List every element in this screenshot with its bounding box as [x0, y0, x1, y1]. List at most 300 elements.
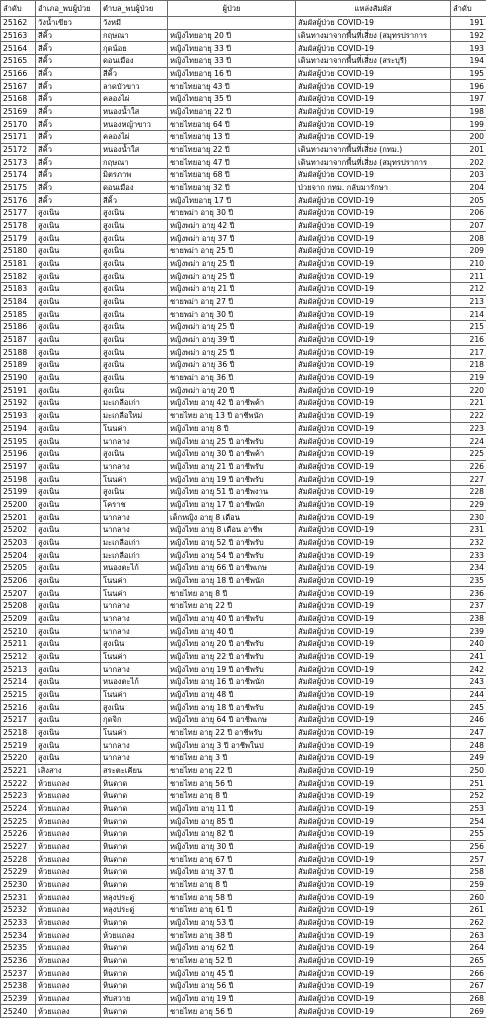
cell-sequence: 251 — [451, 777, 486, 790]
cell-subdistrict: วังหมี — [101, 17, 168, 30]
cell-district: สีคิ้ว — [36, 80, 101, 93]
cell-district: สูงเนิน — [36, 675, 101, 688]
cell-case-no: 25185 — [1, 308, 36, 321]
cell-district: ห้วยแถลง — [36, 954, 101, 967]
table-row — [1, 561, 486, 574]
table-row — [1, 397, 486, 410]
cell-exposure-source: สัมผัสผู้ป่วย COVID-19 — [296, 828, 451, 841]
cell-patient: หญิงไทย อายุ 3 ปี อาชีพในป — [168, 739, 296, 752]
cell-exposure-source: สัมผัสผู้ป่วย COVID-19 — [296, 523, 451, 536]
table-row — [1, 473, 486, 486]
cell-sequence: 227 — [451, 473, 486, 486]
cell-case-no: 25194 — [1, 422, 36, 435]
table-row — [1, 131, 486, 144]
cell-subdistrict: สูงเนิน — [101, 308, 168, 321]
cell-district: ห้วยแถลง — [36, 866, 101, 879]
cell-sequence: 199 — [451, 118, 486, 131]
cell-district: สีคิ้ว — [36, 131, 101, 144]
cell-patient: ชายไทย อายุ 8 ปี — [168, 878, 296, 891]
cell-case-no: 25171 — [1, 131, 36, 144]
cell-subdistrict: มิตรภาพ — [101, 169, 168, 182]
cell-sequence: 246 — [451, 713, 486, 726]
cell-district: สูงเนิน — [36, 663, 101, 676]
cell-case-no: 25198 — [1, 473, 36, 486]
cell-case-no: 25190 — [1, 371, 36, 384]
cell-subdistrict: สระตะเคียน — [101, 764, 168, 777]
cell-case-no: 25183 — [1, 283, 36, 296]
table-row — [1, 105, 486, 118]
cell-district: สีคิ้ว — [36, 143, 101, 156]
cell-sequence: 216 — [451, 333, 486, 346]
cell-case-no: 25203 — [1, 536, 36, 549]
cell-subdistrict: หินดาด — [101, 802, 168, 815]
cell-sequence: 204 — [451, 181, 486, 194]
cell-subdistrict: หนองน้ำใส — [101, 143, 168, 156]
table-row — [1, 523, 486, 536]
cell-patient: หญิงไทย อายุ 18 ปี อาชีพนัก — [168, 574, 296, 587]
cell-sequence: 201 — [451, 143, 486, 156]
table-row — [1, 549, 486, 562]
cell-subdistrict: มะเกลือเก่า — [101, 549, 168, 562]
cell-exposure-source: สัมผัสผู้ป่วย COVID-19 — [296, 866, 451, 879]
cell-district: ห้วยแถลง — [36, 992, 101, 1005]
cell-subdistrict: โนนค่า — [101, 688, 168, 701]
cell-patient: หญิงพม่า อายุ 25 ปี — [168, 321, 296, 334]
cell-case-no: 25182 — [1, 270, 36, 283]
cell-exposure-source: สัมผัสผู้ป่วย COVID-19 — [296, 371, 451, 384]
cell-patient: หญิงไทยอายุ 33 ปี — [168, 42, 296, 55]
cell-subdistrict: กฤษณา — [101, 156, 168, 169]
cell-case-no: 25238 — [1, 980, 36, 993]
table-row — [1, 992, 486, 1005]
cell-exposure-source: สัมผัสผู้ป่วย COVID-19 — [296, 587, 451, 600]
cell-district: สีคิ้ว — [36, 29, 101, 42]
cell-case-no: 25196 — [1, 447, 36, 460]
cell-district: สูงเนิน — [36, 688, 101, 701]
cell-district: สูงเนิน — [36, 422, 101, 435]
cell-exposure-source: เดินทางมาจากพื้นที่เสี่ยง (สมุทรปราการ — [296, 29, 451, 42]
cell-patient: หญิงไทยอายุ 16 ปี — [168, 67, 296, 80]
cell-exposure-source: สัมผัสผู้ป่วย COVID-19 — [296, 422, 451, 435]
cell-patient: หญิงไทย อายุ 8 ปี — [168, 422, 296, 435]
cell-case-no: 25211 — [1, 637, 36, 650]
cell-subdistrict: นากลาง — [101, 625, 168, 638]
table-row — [1, 498, 486, 511]
cell-sequence: 245 — [451, 701, 486, 714]
cell-subdistrict: หินดาด — [101, 853, 168, 866]
cell-sequence: 230 — [451, 511, 486, 524]
cell-sequence: 228 — [451, 485, 486, 498]
cell-sequence: 203 — [451, 169, 486, 182]
cell-exposure-source: สัมผัสผู้ป่วย COVID-19 — [296, 992, 451, 1005]
cell-exposure-source: เดินทางมาจากพื้นที่เสี่ยง (กทม.) — [296, 143, 451, 156]
cell-subdistrict: สูงเนิน — [101, 232, 168, 245]
cell-sequence: 225 — [451, 447, 486, 460]
cell-exposure-source: สัมผัสผู้ป่วย COVID-19 — [296, 536, 451, 549]
cell-sequence: 210 — [451, 257, 486, 270]
table-row — [1, 422, 486, 435]
cell-patient: ชายพม่า อายุ 27 ปี — [168, 295, 296, 308]
cell-subdistrict: โนนค่า — [101, 574, 168, 587]
cell-exposure-source: สัมผัสผู้ป่วย COVID-19 — [296, 295, 451, 308]
cell-case-no: 25193 — [1, 409, 36, 422]
table-row — [1, 118, 486, 131]
table-row — [1, 219, 486, 232]
cell-patient: ชายไทย อายุ 56 ปี — [168, 777, 296, 790]
cell-subdistrict: หินดาด — [101, 777, 168, 790]
cell-district: สูงเนิน — [36, 295, 101, 308]
cell-case-no: 25234 — [1, 929, 36, 942]
table-row — [1, 511, 486, 524]
cell-subdistrict: สูงเนิน — [101, 701, 168, 714]
cell-exposure-source: สัมผัสผู้ป่วย COVID-19 — [296, 283, 451, 296]
cell-exposure-source: สัมผัสผู้ป่วย COVID-19 — [296, 701, 451, 714]
cell-exposure-source: สัมผัสผู้ป่วย COVID-19 — [296, 561, 451, 574]
cell-subdistrict: สูงเนิน — [101, 219, 168, 232]
cell-case-no: 25235 — [1, 942, 36, 955]
cell-district: สูงเนิน — [36, 270, 101, 283]
cell-case-no: 25189 — [1, 359, 36, 372]
cell-district: ห้วยแถลง — [36, 802, 101, 815]
cell-sequence: 257 — [451, 853, 486, 866]
cell-patient: ชายไทย อายุ 8 ปี — [168, 789, 296, 802]
cell-district: สูงเนิน — [36, 384, 101, 397]
cell-exposure-source: สัมผัสผู้ป่วย COVID-19 — [296, 397, 451, 410]
cell-sequence: 193 — [451, 42, 486, 55]
cell-patient: หญิงไทย อายุ 17 ปี อาชีพนัก — [168, 498, 296, 511]
table-row — [1, 346, 486, 359]
header-exposure-source: แหล่งสัมผัส — [296, 1, 451, 17]
cell-patient: หญิงไทย อายุ 66 ปี อาชีพเกษ — [168, 561, 296, 574]
cell-sequence: 209 — [451, 245, 486, 258]
cell-district: สูงเนิน — [36, 283, 101, 296]
cell-subdistrict: โนนค่า — [101, 587, 168, 600]
cell-district: สีคิ้ว — [36, 169, 101, 182]
cell-exposure-source: สัมผัสผู้ป่วย COVID-19 — [296, 498, 451, 511]
cell-district: สูงเนิน — [36, 308, 101, 321]
cell-patient: หญิงพม่า อายุ 25 ปี — [168, 257, 296, 270]
header-row — [1, 1, 486, 17]
cell-district: สูงเนิน — [36, 549, 101, 562]
cell-district: ห้วยแถลง — [36, 815, 101, 828]
table-row — [1, 536, 486, 549]
cell-sequence: 238 — [451, 612, 486, 625]
table-row — [1, 866, 486, 879]
cell-exposure-source: สัมผัสผู้ป่วย COVID-19 — [296, 1005, 451, 1018]
cell-patient: หญิงไทย อายุ 21 ปี อาชีพรับ — [168, 460, 296, 473]
cell-patient: ชายไทยอายุ 13 ปี — [168, 131, 296, 144]
cell-subdistrict: สูงเนิน — [101, 207, 168, 220]
table-row — [1, 916, 486, 929]
cell-sequence: 208 — [451, 232, 486, 245]
cell-subdistrict: คลองไผ่ — [101, 93, 168, 106]
cell-district: สีคิ้ว — [36, 42, 101, 55]
cell-case-no: 25218 — [1, 726, 36, 739]
cell-case-no: 25236 — [1, 954, 36, 967]
cell-patient: หญิงพม่า อายุ 25 ปี — [168, 346, 296, 359]
cell-exposure-source: สัมผัสผู้ป่วย COVID-19 — [296, 333, 451, 346]
cell-patient: เด็กหญิง อายุ 8 เดือน — [168, 511, 296, 524]
cell-case-no: 25186 — [1, 321, 36, 334]
table-row — [1, 371, 486, 384]
cell-district: สูงเนิน — [36, 397, 101, 410]
cell-subdistrict: หนองตะไก้ — [101, 561, 168, 574]
table-row — [1, 840, 486, 853]
cell-patient: ชายไทย อายุ 52 ปี — [168, 954, 296, 967]
cell-patient: หญิงไทย อายุ 51 ปี อาชีพงาน — [168, 485, 296, 498]
cell-subdistrict: คลองไผ่ — [101, 131, 168, 144]
cell-case-no: 25167 — [1, 80, 36, 93]
cell-exposure-source: สัมผัสผู้ป่วย COVID-19 — [296, 726, 451, 739]
cell-subdistrict: กฤษณา — [101, 29, 168, 42]
cell-exposure-source: สัมผัสผู้ป่วย COVID-19 — [296, 980, 451, 993]
cell-patient: ชายพม่า อายุ 30 ปี — [168, 308, 296, 321]
cell-subdistrict: สูงเนิน — [101, 485, 168, 498]
cell-case-no: 25233 — [1, 916, 36, 929]
cell-exposure-source: สัมผัสผู้ป่วย COVID-19 — [296, 688, 451, 701]
table-row — [1, 333, 486, 346]
cell-patient: หญิงไทย อายุ 19 ปี — [168, 992, 296, 1005]
cell-subdistrict: นากลาง — [101, 511, 168, 524]
cell-subdistrict: ดอนเมือง — [101, 55, 168, 68]
cell-sequence: 248 — [451, 739, 486, 752]
cell-district: ห้วยแถลง — [36, 828, 101, 841]
cell-case-no: 25169 — [1, 105, 36, 118]
cell-subdistrict: หินดาด — [101, 967, 168, 980]
header-district: อำเภอ_พบผู้ป่วย — [36, 1, 101, 17]
cell-case-no: 25200 — [1, 498, 36, 511]
cell-case-no: 25206 — [1, 574, 36, 587]
cell-case-no: 25192 — [1, 397, 36, 410]
cell-patient: หญิงไทยอายุ 17 ปี — [168, 194, 296, 207]
table-body — [1, 17, 486, 1018]
cell-case-no: 25195 — [1, 435, 36, 448]
cell-sequence: 264 — [451, 942, 486, 955]
cell-district: สูงเนิน — [36, 612, 101, 625]
table-row — [1, 599, 486, 612]
cell-subdistrict: นากลาง — [101, 435, 168, 448]
cell-patient: หญิงไทย อายุ 42 ปี อาชีพค้า — [168, 397, 296, 410]
cell-exposure-source: สัมผัสผู้ป่วย COVID-19 — [296, 219, 451, 232]
table-row — [1, 815, 486, 828]
cell-exposure-source: สัมผัสผู้ป่วย COVID-19 — [296, 67, 451, 80]
cell-case-no: 25176 — [1, 194, 36, 207]
cell-district: สูงเนิน — [36, 574, 101, 587]
cell-exposure-source: สัมผัสผู้ป่วย COVID-19 — [296, 384, 451, 397]
cell-case-no: 25223 — [1, 789, 36, 802]
cell-sequence: 263 — [451, 929, 486, 942]
cell-case-no: 25227 — [1, 840, 36, 853]
cell-district: สูงเนิน — [36, 409, 101, 422]
table-row — [1, 29, 486, 42]
cell-district: สูงเนิน — [36, 701, 101, 714]
cell-exposure-source: สัมผัสผู้ป่วย COVID-19 — [296, 802, 451, 815]
cell-subdistrict: สีคิ้ว — [101, 194, 168, 207]
cell-district: สูงเนิน — [36, 460, 101, 473]
cell-subdistrict: นากลาง — [101, 739, 168, 752]
table-row — [1, 663, 486, 676]
cell-subdistrict: มะเกลือเก่า — [101, 536, 168, 549]
cell-patient: ชายไทย อายุ 22 ปี อาชีพรับ — [168, 726, 296, 739]
table-row — [1, 156, 486, 169]
cell-subdistrict: หินดาด — [101, 942, 168, 955]
cell-subdistrict: โนนค่า — [101, 473, 168, 486]
cell-sequence: 205 — [451, 194, 486, 207]
cell-case-no: 25199 — [1, 485, 36, 498]
cell-exposure-source: สัมผัสผู้ป่วย COVID-19 — [296, 777, 451, 790]
cell-patient: หญิงไทย อายุ 19 ปี อาชีพรับ — [168, 473, 296, 486]
table-row — [1, 612, 486, 625]
table-row — [1, 828, 486, 841]
table-row — [1, 904, 486, 917]
cell-district: สูงเนิน — [36, 650, 101, 663]
cell-district: ห้วยแถลง — [36, 929, 101, 942]
cell-sequence: 231 — [451, 523, 486, 536]
cell-district: ห้วยแถลง — [36, 853, 101, 866]
cell-exposure-source: สัมผัสผู้ป่วย COVID-19 — [296, 118, 451, 131]
cell-patient: ชายไทย อายุ 38 ปี — [168, 929, 296, 942]
cell-district: สูงเนิน — [36, 739, 101, 752]
cell-case-no: 25226 — [1, 828, 36, 841]
cell-district: สูงเนิน — [36, 713, 101, 726]
cell-case-no: 25212 — [1, 650, 36, 663]
cell-subdistrict: สูงเนิน — [101, 295, 168, 308]
cell-exposure-source: สัมผัสผู้ป่วย COVID-19 — [296, 435, 451, 448]
cell-sequence: 200 — [451, 131, 486, 144]
table-row — [1, 1005, 486, 1018]
table-row — [1, 726, 486, 739]
cell-district: สูงเนิน — [36, 625, 101, 638]
table-row — [1, 460, 486, 473]
cell-case-no: 25215 — [1, 688, 36, 701]
cell-district: ห้วยแถลง — [36, 840, 101, 853]
cell-sequence: 217 — [451, 346, 486, 359]
cell-patient: หญิงไทย อายุ 40 ปี — [168, 625, 296, 638]
table-row — [1, 359, 486, 372]
cell-patient: หญิงไทย อายุ 85 ปี — [168, 815, 296, 828]
cell-subdistrict: โนนค่า — [101, 726, 168, 739]
cell-sequence: 219 — [451, 371, 486, 384]
cell-case-no: 25225 — [1, 815, 36, 828]
cell-case-no: 25191 — [1, 384, 36, 397]
cell-district: สูงเนิน — [36, 371, 101, 384]
cell-patient: ชายไทย อายุ 22 ปี — [168, 599, 296, 612]
cell-subdistrict: หนองหญ้าขาว — [101, 118, 168, 131]
cell-patient: หญิงไทย อายุ 56 ปี — [168, 980, 296, 993]
table-row — [1, 55, 486, 68]
cell-sequence: 192 — [451, 29, 486, 42]
table-row — [1, 169, 486, 182]
table-row — [1, 891, 486, 904]
cell-case-no: 25181 — [1, 257, 36, 270]
cell-sequence: 240 — [451, 637, 486, 650]
cell-subdistrict: หินดาด — [101, 916, 168, 929]
cell-district: สูงเนิน — [36, 435, 101, 448]
cell-case-no: 25184 — [1, 295, 36, 308]
cell-patient: ชายไทย อายุ 8 ปี — [168, 587, 296, 600]
cell-subdistrict: สูงเนิน — [101, 245, 168, 258]
cell-district: วังน้ำเขียว — [36, 17, 101, 30]
cell-patient: หญิงไทย อายุ 54 ปี อาชีพรับ — [168, 549, 296, 562]
cell-patient: หญิงไทย อายุ 64 ปี อาชีพเกษ — [168, 713, 296, 726]
cell-sequence: 260 — [451, 891, 486, 904]
table-row — [1, 878, 486, 891]
cell-patient: หญิงไทย อายุ 11 ปี — [168, 802, 296, 815]
cell-exposure-source: สัมผัสผู้ป่วย COVID-19 — [296, 93, 451, 106]
cell-patient: ชายพม่า อายุ 25 ปี — [168, 245, 296, 258]
table-row — [1, 232, 486, 245]
cell-exposure-source: สัมผัสผู้ป่วย COVID-19 — [296, 840, 451, 853]
cell-subdistrict: ทับสวาย — [101, 992, 168, 1005]
cell-district: สูงเนิน — [36, 485, 101, 498]
cell-subdistrict: สีคิ้ว — [101, 67, 168, 80]
cell-sequence: 259 — [451, 878, 486, 891]
cell-patient: หญิงไทย อายุ 30 ปี — [168, 840, 296, 853]
table-row — [1, 42, 486, 55]
cell-case-no: 25213 — [1, 663, 36, 676]
cell-patient: ชายไทยอายุ 47 ปี — [168, 156, 296, 169]
cell-subdistrict: สูงเนิน — [101, 359, 168, 372]
cell-sequence: 267 — [451, 980, 486, 993]
cell-exposure-source: สัมผัสผู้ป่วย COVID-19 — [296, 954, 451, 967]
header-patient: ผู้ป่วย — [168, 1, 296, 17]
cell-subdistrict: หลุงประดู่ — [101, 904, 168, 917]
cell-exposure-source: สัมผัสผู้ป่วย COVID-19 — [296, 637, 451, 650]
table-row — [1, 257, 486, 270]
cell-case-no: 25208 — [1, 599, 36, 612]
table-row — [1, 283, 486, 296]
cell-sequence: 215 — [451, 321, 486, 334]
table-row — [1, 980, 486, 993]
cell-sequence: 255 — [451, 828, 486, 841]
cell-case-no: 25205 — [1, 561, 36, 574]
cell-subdistrict: หินดาด — [101, 866, 168, 879]
table-row — [1, 751, 486, 764]
cell-subdistrict: หินดาด — [101, 828, 168, 841]
cell-patient: ชายไทย อายุ 22 ปี — [168, 764, 296, 777]
table-row — [1, 789, 486, 802]
cell-sequence: 235 — [451, 574, 486, 587]
cell-exposure-source: สัมผัสผู้ป่วย COVID-19 — [296, 853, 451, 866]
cell-exposure-source: สัมผัสผู้ป่วย COVID-19 — [296, 207, 451, 220]
cell-exposure-source: สัมผัสผู้ป่วย COVID-19 — [296, 739, 451, 752]
header-subdistrict: ตำบล_พบผู้ป่วย — [101, 1, 168, 17]
cell-patient: หญิงพม่า อายุ 42 ปี — [168, 219, 296, 232]
table-row — [1, 802, 486, 815]
cell-district: สีคิ้ว — [36, 93, 101, 106]
cell-case-no: 25175 — [1, 181, 36, 194]
cell-subdistrict: สูงเนิน — [101, 270, 168, 283]
cell-sequence: 207 — [451, 219, 486, 232]
cell-case-no: 25232 — [1, 904, 36, 917]
cell-patient: ชายไทยอายุ 43 ปี — [168, 80, 296, 93]
cell-sequence: 242 — [451, 663, 486, 676]
cell-subdistrict: มะเกลือเก่า — [101, 397, 168, 410]
cell-patient: ชายไทยอายุ 32 ปี — [168, 181, 296, 194]
cell-sequence: 213 — [451, 295, 486, 308]
cell-patient: หญิงไทยอายุ 20 ปี — [168, 29, 296, 42]
cell-sequence: 221 — [451, 397, 486, 410]
cell-sequence: 241 — [451, 650, 486, 663]
table-row — [1, 929, 486, 942]
cell-exposure-source: เดินทางมาจากพื้นที่เสี่ยง (สระบุรี) — [296, 55, 451, 68]
cell-exposure-source: สัมผัสผู้ป่วย COVID-19 — [296, 232, 451, 245]
cell-exposure-source: สัมผัสผู้ป่วย COVID-19 — [296, 169, 451, 182]
cell-exposure-source: สัมผัสผู้ป่วย COVID-19 — [296, 878, 451, 891]
table-row — [1, 688, 486, 701]
cell-district: สูงเนิน — [36, 447, 101, 460]
table-row — [1, 308, 486, 321]
